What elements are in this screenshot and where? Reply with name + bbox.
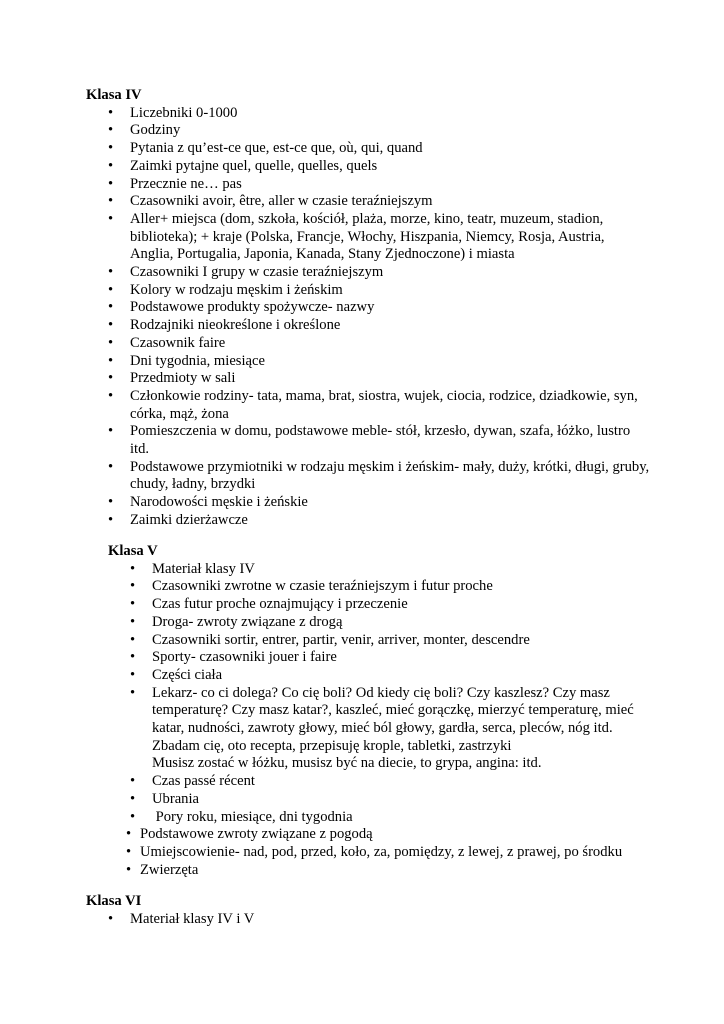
bullet-icon: • (108, 352, 114, 369)
list-item: • Czasownik faire (108, 334, 226, 351)
bullet-icon: • (108, 370, 114, 387)
list-item: • Materiał klasy IV (130, 560, 255, 577)
bullet-icon: • (108, 299, 114, 316)
bullet-icon: • (108, 458, 114, 475)
bullet-icon: • (130, 596, 136, 613)
bullet-icon: • (108, 140, 114, 157)
bullet-icon: • (130, 773, 136, 790)
bullet-icon: • (108, 910, 114, 927)
bullet-icon: • (108, 175, 114, 192)
list-item: • Lekarz- co ci dolega? Co cię boli? Od kiedy cię boli? Czy kaszlesz? Czy masz temperaturę? Czy masz katar?, kaszleć, mieć gorączkę, mierzyć temperaturę, mieć katar, nudności, zawroty głowy, mieć ból głowy, gardła, serca, pleców, nóg itd. Zbadam cię, oto recepta, przepisuję krople, tabletki, zastrzyki Musisz zostać w łóżku, musisz być na diecie, to grypa, angina: itd. (152, 685, 652, 774)
bullet-icon: • (108, 494, 114, 511)
list-item: • Liczebniki 0-1000 (108, 104, 238, 121)
list-item: • Rodzajniki nieokreślone i określone (108, 317, 341, 334)
list-item-continuation: Musisz zostać w łóżku, musisz być na diecie, to grypa, angina: itd. (152, 755, 542, 772)
bullet-icon: • (130, 560, 136, 577)
list-item: • Materiał klasy IV i V (108, 910, 255, 927)
list-item: • Godziny (108, 122, 181, 139)
list-item: • Czas futur proche oznajmujący i przeczenie (130, 596, 408, 613)
bullet-icon: • (130, 649, 136, 666)
list-item: • Czasowniki avoir, être, aller w czasie teraźniejszym (108, 193, 433, 210)
list-item: • Pytania z qu’est-ce que, est-ce que, où, qui, quand (108, 140, 423, 157)
list-item: • Części ciała (130, 666, 223, 683)
list-item: • Zaimki dzierżawcze (108, 511, 248, 528)
list-item: • Czasowniki I grupy w czasie teraźniejszym (108, 264, 384, 281)
list-item: • Dni tygodnia, miesiące (108, 352, 265, 369)
bullet-icon: • (130, 613, 136, 630)
list-item: • Czasowniki zwrotne w czasie teraźniejszym i futur proche (130, 578, 493, 595)
list-item: • Zwierzęta (126, 861, 199, 878)
list-item: • Sporty- czasowniki jouer i faire (130, 649, 337, 666)
list-item: • Droga- zwroty związane z drogą (130, 613, 343, 630)
bullet-icon: • (126, 861, 132, 878)
bullet-icon: • (126, 843, 132, 860)
list-item: • Ubrania (130, 790, 200, 807)
bullet-icon: • (108, 423, 114, 440)
topic-list (108, 910, 650, 929)
bullet-icon: • (108, 122, 114, 139)
list-item-continuation: Zbadam cię, oto recepta, przepisuję krople, tabletki, zastrzyki (152, 737, 512, 754)
bullet-icon: • (108, 387, 114, 404)
topic-list (126, 560, 652, 880)
bullet-icon: • (108, 104, 114, 121)
list-item: • Podstawowe przymiotniki w rodzaju męskim i żeńskim- mały, duży, krótki, długi, gruby, chudy, ładny, brzydki (108, 458, 650, 493)
list-item: • Zaimki pytajne quel, quelle, quelles, quels (108, 157, 378, 174)
bullet-icon: • (130, 790, 136, 807)
bullet-icon: • (130, 578, 136, 595)
list-item: • Podstawowe zwroty związane z pogodą (126, 826, 373, 843)
bullet-icon: • (130, 666, 136, 683)
list-item: • Aller+ miejsca (dom, szkoła, kościół, plaża, morze, kino, teatr, muzeum, stadion, biblioteka); + kraje (Polska, Francje, Włochy, Hiszpania, Niemcy, Rosja, Austria, Anglia, Portugalia, Japonia, Kanada, Stany Zjednoczone) i miasta (108, 210, 605, 263)
list-item: • Umiejscowienie- nad, pod, przed, koło, za, pomiędzy, z lewej, z prawej, po środku (126, 843, 623, 860)
list-item: • Czas passé récent (130, 773, 255, 790)
list-item: • Przecznie ne… pas (108, 175, 242, 192)
bullet-icon: • (130, 808, 136, 825)
bullet-icon: • (108, 317, 114, 334)
topic-list (108, 104, 650, 530)
list-item: • Podstawowe produkty spożywcze- nazwy (108, 299, 375, 316)
list-item: • Narodowości męskie i żeńskie (108, 494, 308, 511)
list-item: • Członkowie rodziny- tata, mama, brat, siostra, wujek, ciocia, rodzice, dziadkowie, syn, córka, mąż, żona (108, 387, 638, 422)
bullet-icon: • (108, 193, 114, 210)
bullet-icon: • (130, 631, 136, 648)
bullet-icon: • (126, 826, 132, 843)
list-item: • Czasowniki sortir, entrer, partir, venir, arriver, monter, descendre (130, 631, 530, 648)
section-heading: Klasa V (108, 543, 158, 559)
bullet-icon: • (108, 210, 114, 227)
bullet-icon: • (108, 511, 114, 528)
list-item: • Pory roku, miesiące, dni tygodnia (130, 808, 353, 825)
section-heading: Klasa IV (86, 87, 142, 103)
section-heading: Klasa VI (86, 893, 142, 909)
list-item: • Kolory w rodzaju męskim i żeńskim (108, 281, 343, 298)
bullet-icon: • (130, 684, 136, 701)
list-item: • Przedmioty w sali (108, 370, 236, 387)
bullet-icon: • (108, 281, 114, 298)
bullet-icon: • (108, 157, 114, 174)
list-item: • Pomieszczenia w domu, podstawowe meble- stół, krzesło, dywan, szafa, łóżko, lustro itd. (108, 423, 631, 458)
bullet-icon: • (108, 264, 114, 281)
bullet-icon: • (108, 334, 114, 351)
